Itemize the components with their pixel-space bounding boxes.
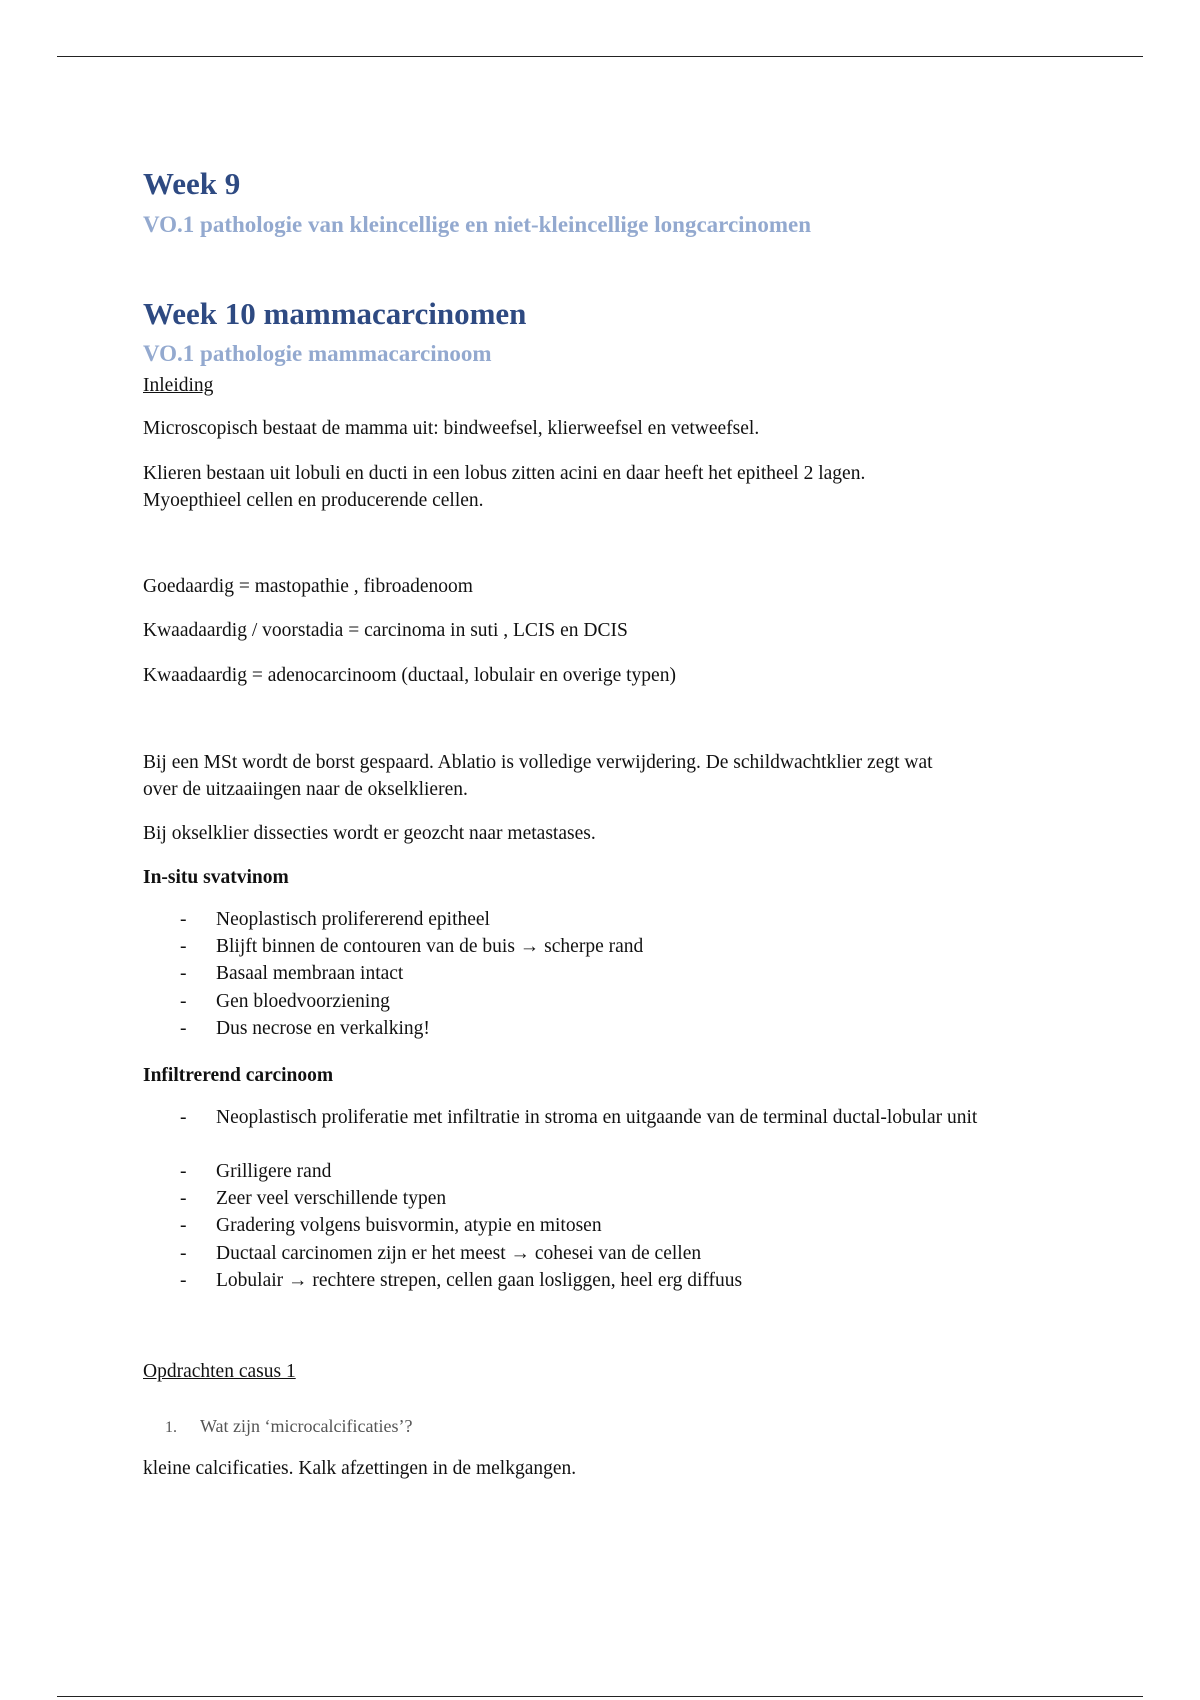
bullet-dash: -	[180, 991, 187, 1012]
bullet-dash: -	[180, 909, 187, 930]
intro-heading: Inleiding	[143, 375, 214, 396]
infiltrerend-heading: Infiltrerend carcinoom	[143, 1065, 334, 1086]
paragraph-2-line-1: Klieren bestaan uit lobuli en ducti in een lobus zitten acini en daar heeft het epitheel 2 lagen.	[143, 463, 866, 484]
week9-subtitle: VO.1 pathologie van kleincellige en niet-kleincellige longcarcinomen	[143, 212, 811, 237]
list-item-text: Dus necrose en verkalking!	[216, 1018, 430, 1039]
bullet-dash: -	[180, 1107, 187, 1128]
bullet-dash: -	[180, 1188, 187, 1209]
bullet-dash: -	[180, 1215, 187, 1236]
list-item-text: Neoplastisch prolifererend epitheel	[216, 909, 490, 930]
question-1	[165, 1416, 412, 1437]
paragraph-kwaadaardig-voorstadia: Kwaadaardig / voorstadia = carcinoma in suti , LCIS en DCIS	[143, 620, 628, 641]
week10-subtitle: VO.1 pathologie mammacarcinoom	[143, 341, 492, 366]
opdrachten-heading: Opdrachten casus 1	[143, 1361, 296, 1382]
list-item-text: Blijft binnen de contouren van de buis → scherpe rand	[216, 936, 644, 957]
list-item-text: Ductaal carcinomen zijn er het meest → cohesei van de cellen	[216, 1243, 702, 1264]
bullet-dash: -	[180, 963, 187, 984]
header-rule	[57, 56, 1143, 57]
list-item-text: Gen bloedvoorziening	[216, 991, 390, 1012]
paragraph-kwaadaardig: Kwaadaardig = adenocarcinoom (ductaal, lobulair en overige typen)	[143, 665, 676, 686]
footer-rule	[57, 1696, 1143, 1697]
list-item-text: Zeer veel verschillende typen	[216, 1188, 447, 1209]
paragraph-mst-line-2: over de uitzaaiingen naar de okselklieren.	[143, 779, 468, 800]
bullet-dash: -	[180, 1243, 187, 1264]
paragraph-mst-line-1: Bij een MSt wordt de borst gespaard. Ablatio is volledige verwijdering. De schildwachtklier zegt wat	[143, 752, 933, 773]
insitu-heading: In-situ svatvinom	[143, 867, 289, 888]
paragraph-okselklier: Bij okselklier dissecties wordt er geozcht naar metastases.	[143, 823, 596, 844]
bullet-dash: -	[180, 1270, 187, 1291]
paragraph-1: Microscopisch bestaat de mamma uit: bindweefsel, klierweefsel en vetweefsel.	[143, 418, 760, 439]
bullet-dash: -	[180, 936, 187, 957]
week10-title: Week 10 mammacarcinomen	[143, 296, 527, 331]
paragraph-2-line-2: Myoepthieel cellen en producerende cellen.	[143, 490, 484, 511]
list-item-text: Grilligere rand	[216, 1161, 332, 1182]
list-item-text: Basaal membraan intact	[216, 963, 404, 984]
list-item-text: Lobulair → rechtere strepen, cellen gaan losliggen, heel erg diffuus	[216, 1270, 743, 1291]
bullet-dash: -	[180, 1018, 187, 1039]
week9-title: Week 9	[143, 166, 241, 201]
question-1-number: 1.	[165, 1419, 177, 1436]
question-1-text: Wat zijn ‘microcalcificaties’?	[200, 1416, 413, 1436]
list-item-text: Gradering volgens buisvormin, atypie en mitosen	[216, 1215, 602, 1236]
bullet-dash: -	[180, 1161, 187, 1182]
answer-1: kleine calcificaties. Kalk afzettingen in de melkgangen.	[143, 1458, 577, 1479]
paragraph-goedaardig: Goedaardig = mastopathie , fibroadenoom	[143, 576, 473, 597]
list-item-text: Neoplastisch proliferatie met infiltratie in stroma en uitgaande van de terminal ductal-lobular unit	[216, 1107, 978, 1128]
